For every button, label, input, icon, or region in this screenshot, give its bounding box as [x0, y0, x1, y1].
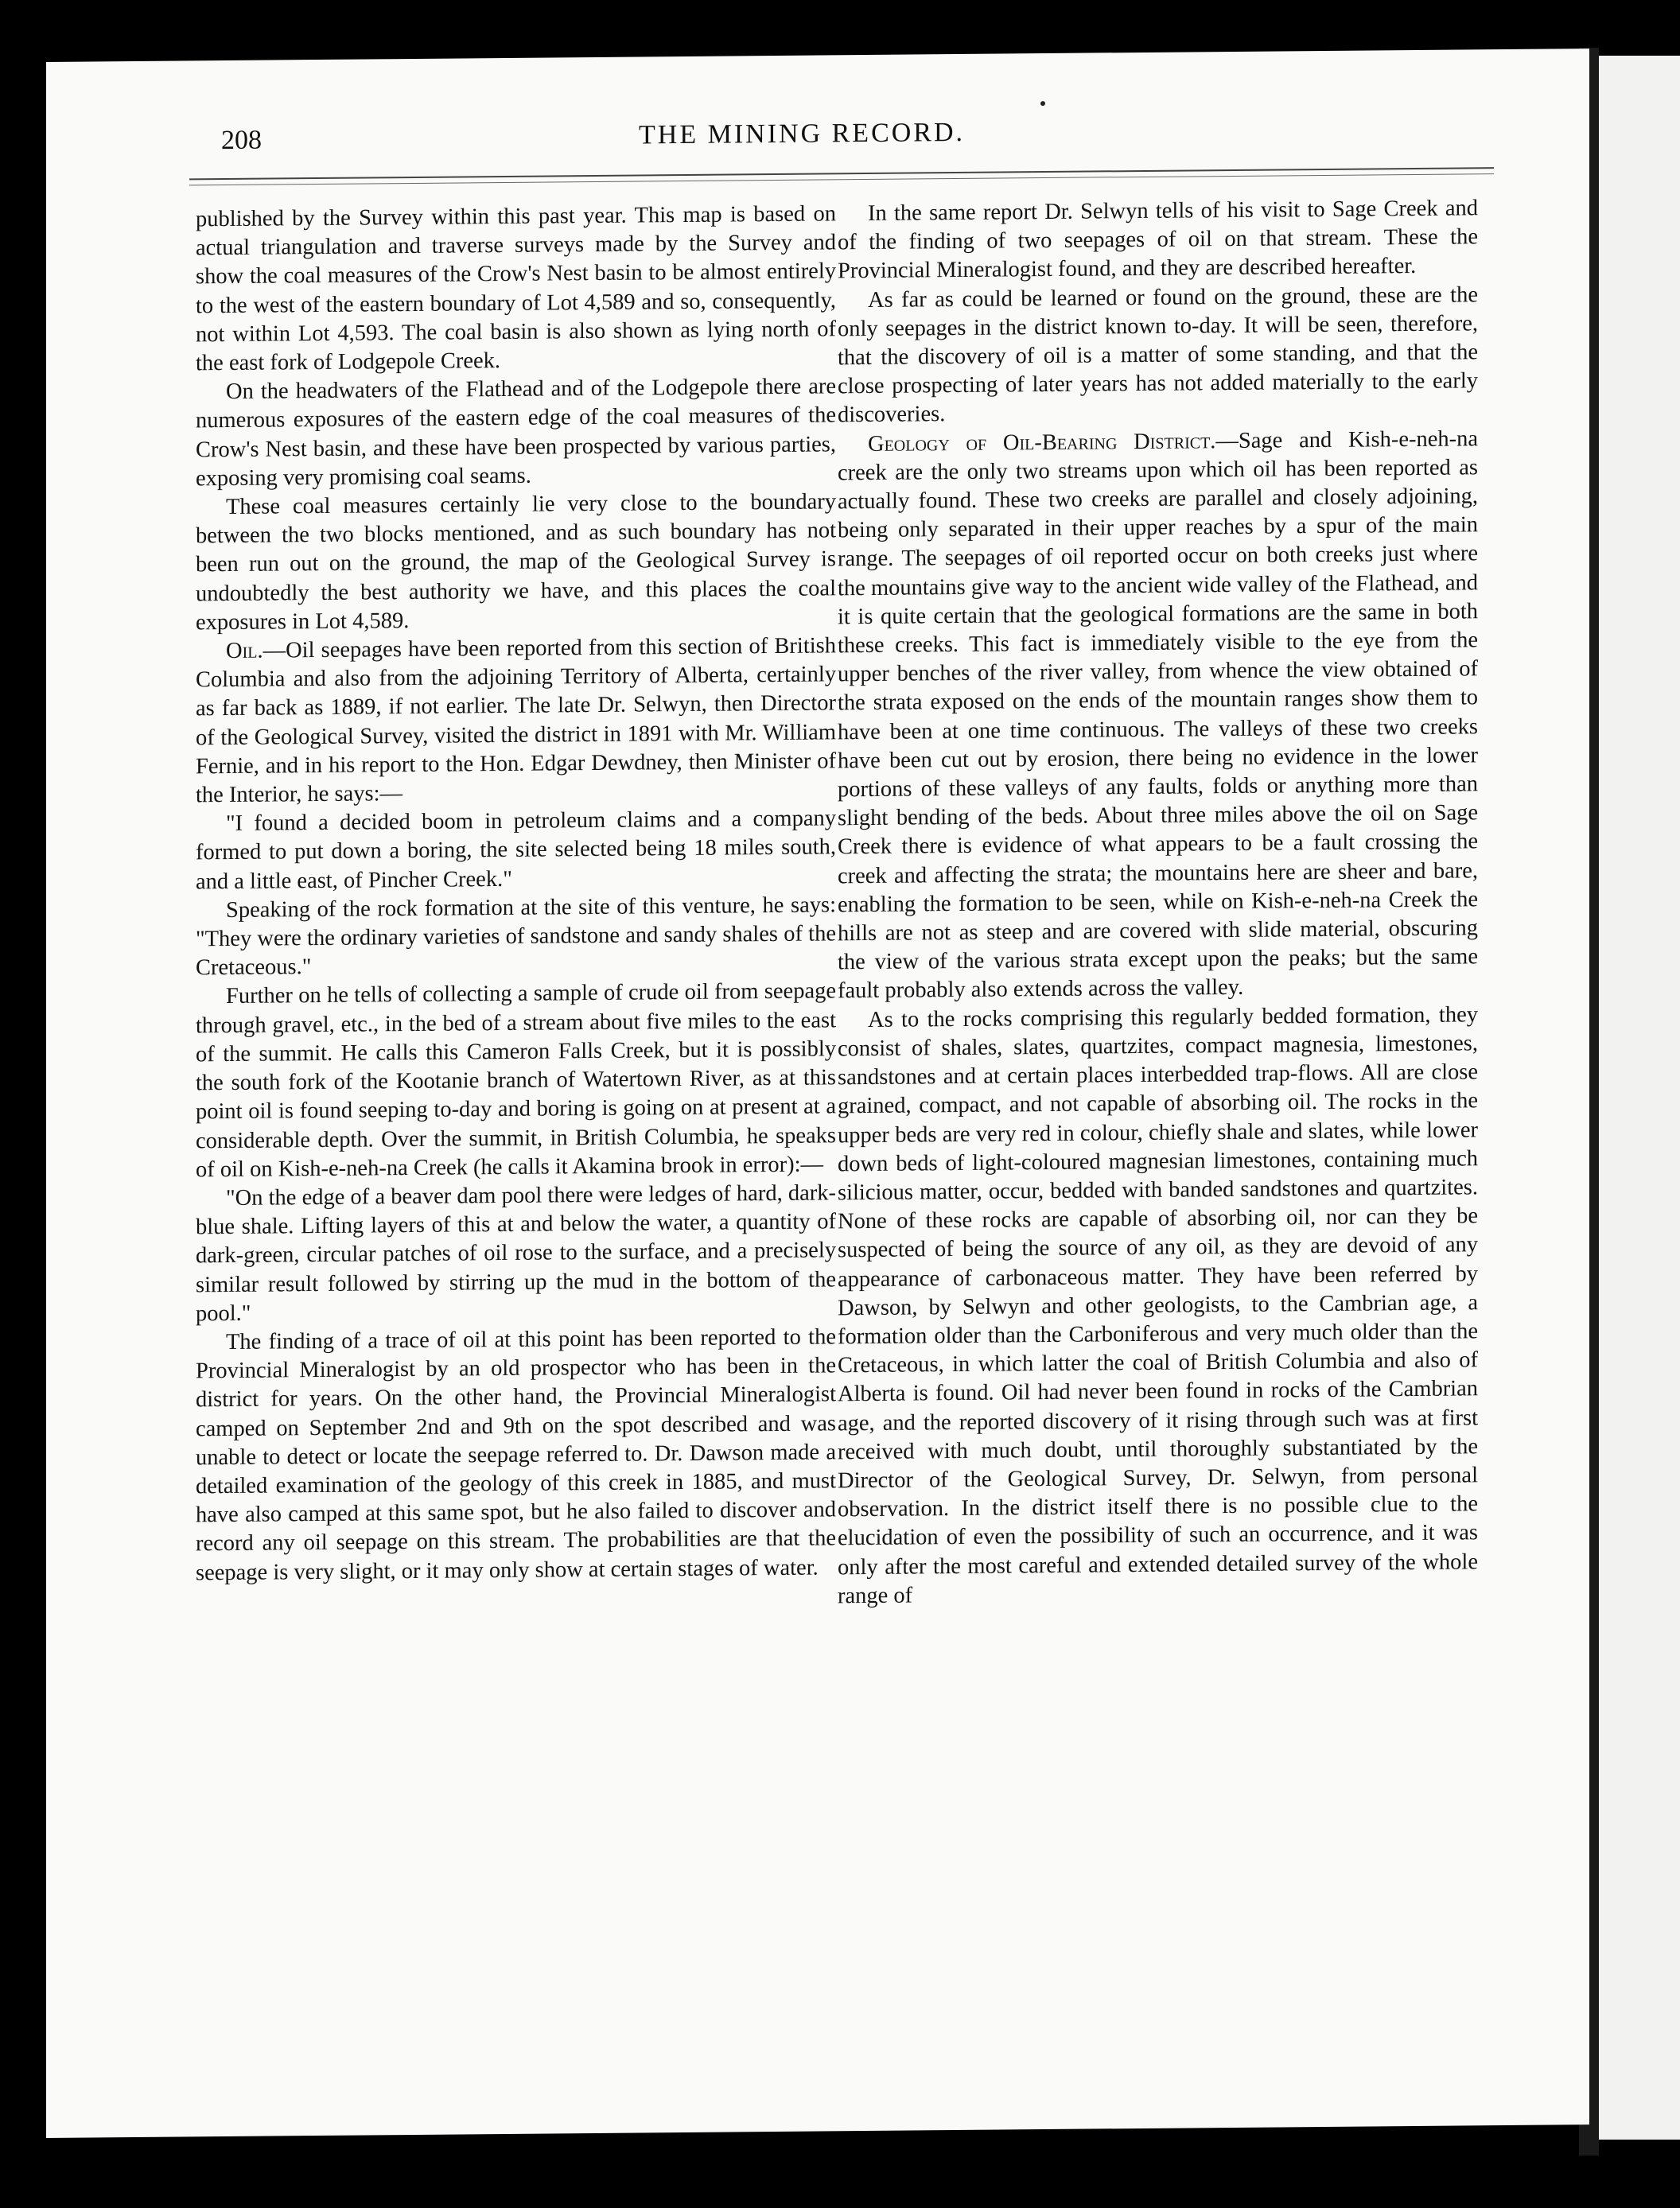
- left-paragraph-1: published by the Survey within this past year. This map is based on actual triangulation and traverse surveys made by the Survey and show the coal measures of the Crow's Nest basin to be almost entirely to the west of the eastern boundary of Lot 4,589 and so, consequently, not within Lot 4,593. The coal basin is also shown as lying north of the east fork of Lodgepole Creek.: [196, 201, 836, 376]
- left-paragraph-quote-2: "On the edge of a beaver dam pool there were ledges of hard, dark-blue shale. Lifting layers of this at and below the water, a quantity of dark-green, circular patches of oil rose to the surface, and a precisely similar result followed by stirring up the mud in the bottom of the pool.": [196, 1180, 836, 1327]
- right-column: [838, 194, 1478, 1611]
- page-number: 208: [221, 125, 262, 156]
- header-rule-bottom: [189, 173, 1494, 185]
- document-page: [46, 49, 1589, 2138]
- left-paragraph-3: These coal measures certainly lie very close to the boundary between the two blocks mentioned, and as such boundary has not been run out on the ground, the map of the Geological Survey is undoubtedly the best authority we have, and this places the coal exposures in Lot 4,589.: [196, 489, 836, 636]
- right-paragraph-4: As to the rocks comprising this regularly bedded formation, they consist of shales, slates, quartzites, compact magnesia, limestones, sandstones and at certain places interbedded trap-flows. All are close grained, compact, and not capable of absorbing oil. The rocks in the upper beds are very red in colour, chiefly shale and slates, while lower down beds of light-coloured magnesian limestones, containing much silicious matter, occur, bedded with banded sandstones and quartzites. None of these rocks are capable of absorbing oil, nor can they be suspected of being the source of any oil, as they are devoid of any appearance of carbonaceous matter. They have been referred by Dawson, by Selwyn and other geologists, to the Cambrian age, a formation older than the Carboniferous and very much older than the Cretaceous, in which latter the coal of British Columbia and also of Alberta is found. Oil had never been found in rocks of the Cambrian age, and the reported discovery of it rising through such was at first received with much doubt, until thoroughly substantiated by the Director of the Geological Survey, Dr. Selwyn, from personal observation. In the district itself there is no possible clue to the elucidation of even the possibility of such an occurrence, and it was only after the most careful and extended detailed survey of the whole range of: [838, 1001, 1478, 1609]
- geology-heading: Geology of Oil-Bearing District.: [868, 428, 1216, 457]
- right-paragraph-2: As far as could be learned or found on the ground, these are the only seepages in the district known to-day. It will be seen, therefore, that the discovery of oil is a matter of some standing, and that the close prospecting of later years has not added materially to the early discoveries.: [838, 282, 1478, 428]
- geology-text: —Sage and Kish-e-neh-na creek are the only two streams upon which oil has been reported as actually found. These two creeks are parallel and closely adjoining, being only separated in their upper reaches by a spur of the main range. The seepages of oil reported occur on both creeks just where the mountains give way to the ancient wide valley of the Flathead, and it is quite certain that the geological formations are the same in both these creeks. This fact is immediately visible to the eye from the upper benches of the river valley, from whence the view obtained of the strata exposed on the ends of the mountain ranges show them to have been at one time continuous. The valleys of these two creeks have been cut out by erosion, there being no evidence in the lower portions of these valleys of any faults, folds or anything more than slight bending of the beds. About three miles above the oil on Sage Creek there is evidence of what appears to be a fault crossing the creek and affecting the strata; the mountains here are sheer and bare, enabling the formation to be seen, while on Kish-e-neh-na Creek the hills are not as steep and are covered with slide material, obscuring the view of the various strata except upon the peaks; but the same fault probably also extends across the valley.: [838, 426, 1479, 1004]
- left-paragraph-6: Speaking of the rock formation at the site of this venture, he says: "They were the ordinary varieties of sandstone and sandy shales of the Cretaceous.": [196, 892, 836, 981]
- right-paragraph-1: In the same report Dr. Selwyn tells of his visit to Sage Creek and of the finding of two seepages of oil on that stream. These the Provincial Mineralogist found, and they are described hereafter.: [838, 196, 1478, 284]
- running-title: THE MINING RECORD.: [639, 117, 966, 150]
- oil-text: —Oil seepages have been reported from this section of British Columbia and also from the adjoining Territory of Alberta, certainly as far back as 1889, if not earlier. The late Dr. Selwyn, then Director of the Geological Survey, visited the district in 1891 with Mr. William Fernie, and in his report to the Hon. Edgar Dewdney, then Minister of the Interior, he says:—: [196, 633, 836, 808]
- left-paragraph-9: The finding of a trace of oil at this point has been reported to the Provincial Mineralogist by an old prospector who has been in the district for years. On the other hand, the Provincial Mineralogist camped on September 2nd and 9th on the spot described and was unable to detect or locate the seepage referred to. Dr. Dawson made a detailed examination of the geology of this creek in 1885, and must have also camped at this same spot, but he also failed to discover and record any oil seepage on this stream. The probabilities are that the seepage is very slight, or it may only show at certain stages of water.: [196, 1324, 836, 1585]
- left-paragraph-7: Further on he tells of collecting a sample of crude oil from seepage through gravel, etc., in the bed of a stream about five miles to the east of the summit. He calls this Cameron Falls Creek, but it is possibly the south fork of the Kootanie branch of Watertown River, as at this point oil is found seeping to-day and boring is going on at present at a considerable depth. Over the summit, in British Columbia, he speaks of oil on Kish-e-neh-na Creek (he calls it Akamina brook in error):—: [196, 978, 836, 1183]
- right-paragraph-geology: [838, 425, 1478, 1006]
- left-paragraph-quote-1: "I found a decided boom in petroleum claims and a company formed to put down a boring, the site selected being 18 miles south, and a little east, of Pincher Creek.": [196, 806, 836, 895]
- header-rule-top: [189, 167, 1494, 180]
- page-header: [46, 49, 1589, 156]
- oil-heading: Oil.: [226, 638, 263, 664]
- left-column: [196, 200, 836, 1588]
- left-paragraph-2: On the headwaters of the Flathead and of the Lodgepole there are numerous exposures of the eastern edge of the coal measures of the Crow's Nest basin, and these have been prospected by various parties, exposing very promising coal seams.: [196, 374, 836, 492]
- left-paragraph-oil: [196, 632, 836, 810]
- adjacent-page-edge: [1599, 56, 1680, 2140]
